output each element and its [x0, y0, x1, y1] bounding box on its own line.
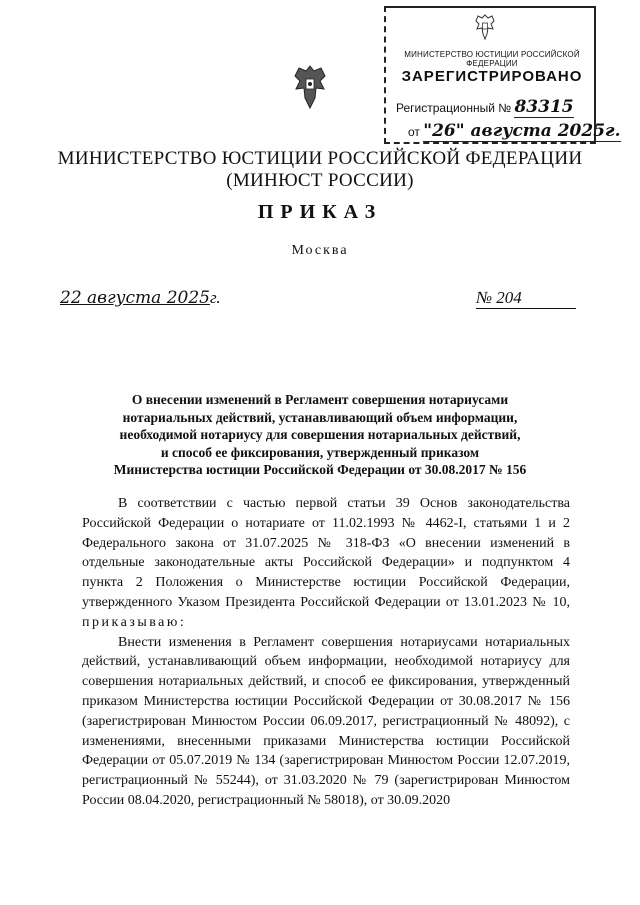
body-paragraph-1: [82, 494, 570, 633]
title-line: необходимой нотариусу для совершения нотариальных действий,: [119, 427, 521, 442]
stamp-status: ЗАРЕГИСТРИРОВАНО: [401, 68, 583, 85]
city: Москва: [291, 243, 349, 258]
title-line: О внесении изменений в Регламент совершения нотариусами: [131, 392, 509, 407]
ministry-line-2: (МИНЮСТ РОССИИ): [226, 170, 414, 191]
state-emblem-icon: [288, 62, 332, 114]
stamp-reg-line: [396, 97, 574, 117]
title-line: нотариальных действий, устанавливающий объем информации,: [122, 409, 518, 425]
signing-date-suffix: г.: [209, 288, 221, 307]
preamble-text: В соответствии с частью первой статьи 39 Основ законодательства Российской Федерации о нотариате от 11.02.1993 № 4462-I, статьями 1 и 2 Федерального закона от 31.07.2025 № 318-ФЗ «О внесении изменений в отдельные законодательные акты Российской Федерации» и подпунктом 4 пункта 2 Положения о Министерстве юстиции Российской Федерации, утвержденного Указом Президента Российской Федерации от 13.01.2023 № 10,: [82, 496, 570, 610]
stamp-date-value: "26" августа 2025г.: [423, 121, 621, 141]
stamp-ministry: МИНИСТЕРСТВО ЮСТИЦИИ РОССИЙСКОЙ ФЕДЕРАЦИИ: [404, 50, 580, 68]
ministry-line-1: МИНИСТЕРСТВО ЮСТИЦИИ РОССИЙСКОЙ ФЕДЕРАЦИИ: [57, 148, 583, 169]
signing-date: [60, 288, 221, 308]
stamp-reg-label: Регистрационный №: [396, 101, 512, 115]
signing-date-handwritten: 22 августа 2025: [60, 288, 210, 308]
order-word: приказываю:: [82, 614, 187, 630]
order-number: № 204: [476, 288, 576, 309]
stamp-reg-number: 83315: [514, 97, 574, 117]
ministry-name: [40, 148, 600, 192]
title-line: и способ ее фиксирования, утвержденный приказом: [160, 444, 480, 460]
stamp-date-line: [408, 121, 621, 141]
order-body: [82, 494, 570, 811]
stamp-date-prefix: от: [408, 125, 420, 139]
double-headed-eagle-icon: [472, 12, 498, 42]
body-paragraph-2: Внести изменения в Регламент совершения нотариусами нотариальных действий, устанавливающий объем информации, необходимой нотариусу для совершения нотариальных действий, и способ ее фиксирования, утвержденный приказом Министерства юстиции Российской Федерации от 30.08.2017 № 156 (зарегистрирован Минюстом России 06.09.2017, регистрационный № 48092), с изменениями, внесенными приказами Министерства юстиции Российской Федерации от 05.07.2019 № 134 (зарегистрирован Минюстом России 12.07.2019, регистрационный № 55244), от 31.03.2020 № 79 (зарегистрирован Минюстом России 08.04.2020, регистрационный № 58018), от 30.09.2020: [82, 634, 570, 808]
registration-stamp: [384, 6, 621, 144]
title-line: Министерства юстиции Российской Федерации от 30.08.2017 № 156: [113, 462, 527, 477]
document-type: ПРИКАЗ: [257, 201, 383, 223]
order-title: [70, 391, 570, 479]
